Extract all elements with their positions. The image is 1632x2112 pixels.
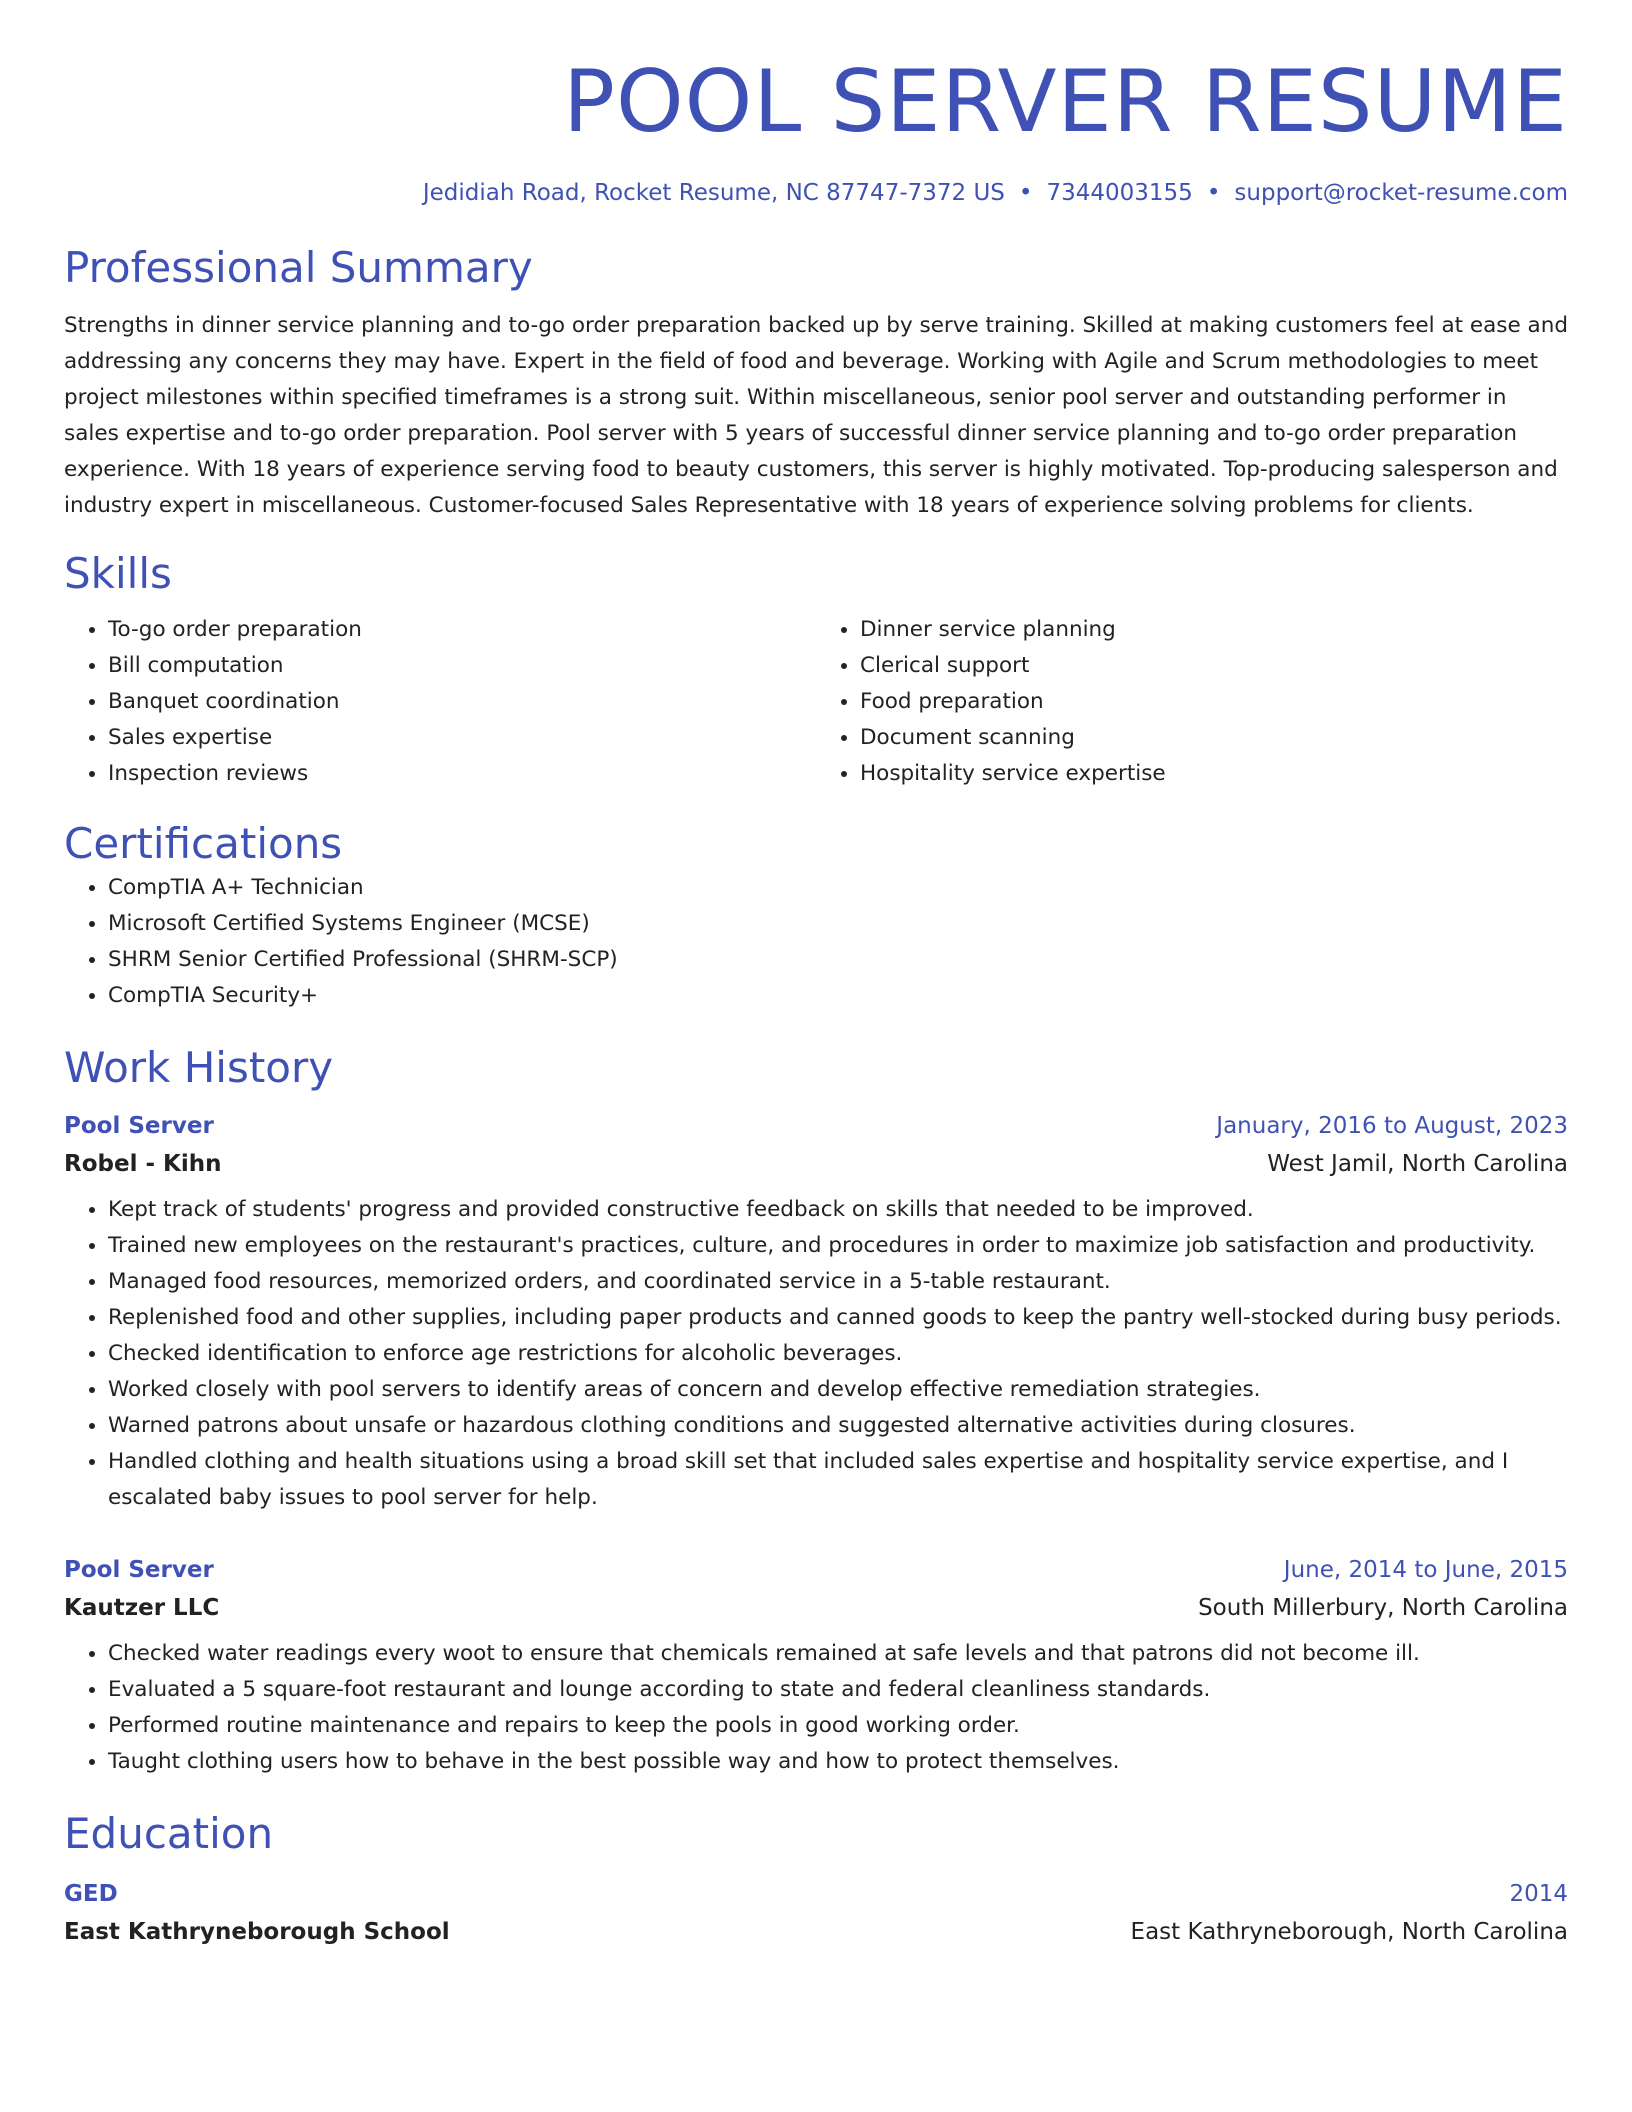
skill-item: • Food preparation (860, 684, 1568, 720)
job-company: Kautzer LLC (64, 1595, 220, 1621)
job-title: Pool Server (64, 1557, 214, 1583)
skill-item: • Hospitality service expertise (860, 756, 1568, 792)
contact-separator: • (1018, 180, 1033, 206)
education-location: East Kathryneborough, North Carolina (1130, 1919, 1568, 1945)
certification-item: • SHRM Senior Certified Professional (SHRM-SCP) (108, 942, 1568, 978)
contact-line (64, 180, 1568, 206)
skill-item: • Bill computation (108, 648, 816, 684)
job-entry (64, 1108, 1568, 1516)
education-heading: Education (64, 1809, 274, 1858)
summary-heading: Professional Summary (64, 243, 533, 292)
job-dates: January, 2016 to August, 2023 (1216, 1113, 1568, 1139)
certifications-section (64, 818, 1568, 1014)
job-duties-list (64, 1636, 1568, 1780)
resume-title: POOL SERVER RESUME (563, 52, 1568, 152)
job-dates: June, 2014 to June, 2015 (1283, 1557, 1568, 1583)
skills-list-left (64, 612, 816, 792)
job-duty: • Kept track of students' progress and provided constructive feedback on skills that needed to be improved. (108, 1192, 1568, 1228)
job-duty: • Performed routine maintenance and repairs to keep the pools in good working order. (108, 1708, 1568, 1744)
skill-item: • Sales expertise (108, 720, 816, 756)
certifications-heading: Certifications (64, 819, 343, 868)
skill-item: • Inspection reviews (108, 756, 816, 792)
certification-item: • Microsoft Certified Systems Engineer (MCSE) (108, 906, 1568, 942)
job-title: Pool Server (64, 1113, 214, 1139)
contact-address: Jedidiah Road, Rocket Resume, NC 87747-7372 US (422, 180, 1005, 206)
job-entry (64, 1552, 1568, 1780)
resume-header (64, 0, 1568, 206)
job-company-row (64, 1144, 1568, 1184)
certifications-list (64, 870, 1568, 1014)
job-duty: • Managed food resources, memorized orders, and coordinated service in a 5-table restaurant. (108, 1264, 1568, 1300)
job-header-row (64, 1552, 1568, 1588)
summary-section (64, 242, 1568, 524)
skill-item: • Clerical support (860, 648, 1568, 684)
job-location: South Millerbury, North Carolina (1198, 1595, 1568, 1621)
skills-section (64, 548, 1568, 792)
skills-heading: Skills (64, 549, 172, 598)
job-duty: • Replenished food and other supplies, including paper products and canned goods to keep the pantry well-stocked during busy periods. (108, 1300, 1568, 1336)
job-duty: • Trained new employees on the restaurant's practices, culture, and procedures in order to maximize job satisfaction and productivity. (108, 1228, 1568, 1264)
education-entry (64, 1876, 1568, 1952)
work-history-section (64, 1042, 1568, 1780)
education-year: 2014 (1509, 1881, 1568, 1907)
work-history-heading: Work History (64, 1043, 334, 1092)
skill-item: • To-go order preparation (108, 612, 816, 648)
education-school-row (64, 1912, 1568, 1952)
job-duty: • Checked water readings every woot to ensure that chemicals remained at safe levels and that patrons did not become ill. (108, 1636, 1568, 1672)
education-school: East Kathryneborough School (64, 1919, 450, 1945)
contact-phone: 7344003155 (1046, 180, 1193, 206)
certification-item: • CompTIA Security+ (108, 978, 1568, 1014)
job-location: West Jamil, North Carolina (1267, 1151, 1568, 1177)
skills-grid (64, 612, 1568, 792)
contact-separator: • (1206, 180, 1221, 206)
skill-item: • Dinner service planning (860, 612, 1568, 648)
job-duty: • Taught clothing users how to behave in the best possible way and how to protect themselves. (108, 1744, 1568, 1780)
education-header-row (64, 1876, 1568, 1912)
education-section (64, 1808, 1568, 1952)
job-duties-list (64, 1192, 1568, 1516)
certification-item: • CompTIA A+ Technician (108, 870, 1568, 906)
job-duty: • Handled clothing and health situations using a broad skill set that included sales expertise and hospitality service expertise, and I escalated baby issues to pool server for help. (108, 1444, 1568, 1516)
job-company-row (64, 1588, 1568, 1628)
skill-item: • Document scanning (860, 720, 1568, 756)
job-company: Robel - Kihn (64, 1151, 222, 1177)
job-header-row (64, 1108, 1568, 1144)
summary-text: Strengths in dinner service planning and to-go order preparation backed up by serve training. Skilled at making customers feel at ease and addressing any concerns they may have. Expert in the field of food and beverage. Working with Agile and Scrum methodologies to meet project milestones within specified timeframes is a strong suit. Within miscellaneous, senior pool server and outstanding performer in sales expertise and to-go order preparation. Pool server with 5 years of successful dinner service planning and to-go order preparation experience. With 18 years of experience serving food to beauty customers, this server is highly motivated. Top-producing salesperson and industry expert in miscellaneous. Customer-focused Sales Representative with 18 years of experience solving problems for clients. (64, 313, 1568, 518)
job-duty: • Evaluated a 5 square-foot restaurant and lounge according to state and federal cleanliness standards. (108, 1672, 1568, 1708)
job-duty: • Warned patrons about unsafe or hazardous clothing conditions and suggested alternative activities during closures. (108, 1408, 1568, 1444)
skills-list-right (816, 612, 1568, 792)
contact-email: support@rocket-resume.com (1234, 180, 1568, 206)
education-degree: GED (64, 1881, 118, 1907)
job-duty: • Worked closely with pool servers to identify areas of concern and develop effective remediation strategies. (108, 1372, 1568, 1408)
job-duty: • Checked identification to enforce age restrictions for alcoholic beverages. (108, 1336, 1568, 1372)
skill-item: • Banquet coordination (108, 684, 816, 720)
